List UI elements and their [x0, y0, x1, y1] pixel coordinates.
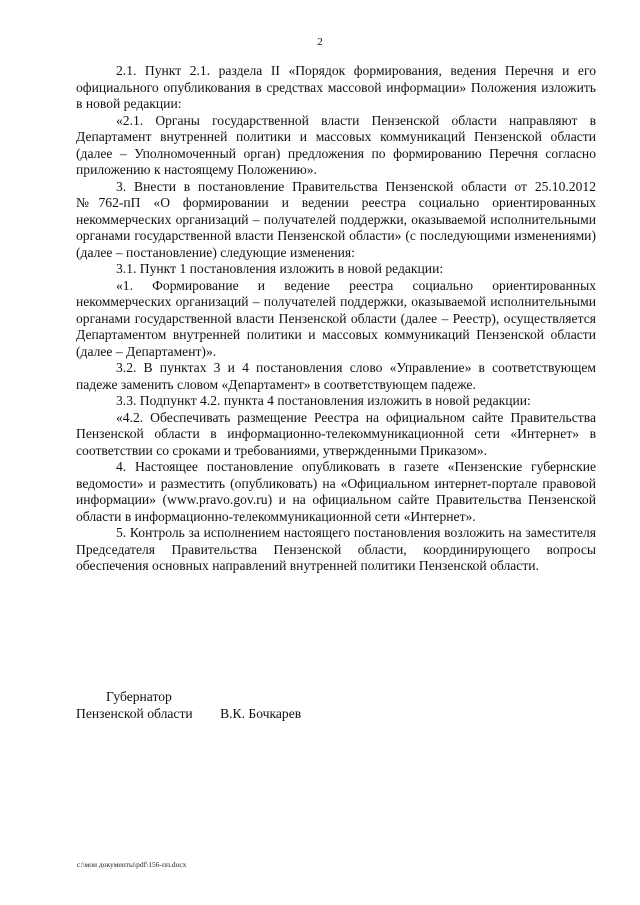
document-body — [76, 63, 596, 575]
paragraph-4: 4. Настоящее постановление опубликовать в газете «Пензенские губернские ведомости» и разместить (опубликовать) на «Официальном интернет-портале правовой информации» (www.pravo.gov.ru) и на официальном сайте Правительства Пензенской области в информационно-телекоммуникационной сети «Интернет». — [76, 459, 596, 524]
paragraph-3-1-quote: «1. Формирование и ведение реестра социально ориентированных некоммерческих организаций – получателей поддержки, оказываемой исполнительными органами государственной власти Пензенской области (далее – Реестр), осуществляется Департаментом внутренней политики и массовых коммуникаций Пензенской области (далее – Департамент)». — [76, 277, 596, 359]
paragraph-3-3: 3.3. Подпункт 4.2. пункта 4 постановления изложить в новой редакции: — [116, 393, 531, 408]
paragraph-2-1-quote: «2.1. Органы государственной власти Пензенской области направляют в Департамент внутренней политики и массовых коммуникаций Пензенской области (далее – Уполномоченный орган) предложения по формированию Перечня согласно приложению к настоящему Положению». — [76, 112, 596, 177]
signatory-region: Пензенской области — [76, 706, 193, 721]
signatory-row — [76, 705, 476, 722]
signatory-title: Губернатор — [106, 689, 172, 704]
paragraph-3-2: 3.2. В пунктах 3 и 4 постановления слово «Управление» в соответствующем падеже заменить словом «Департамент» в соответствующем падеже. — [76, 360, 596, 392]
signatory-name: В.К. Бочкарев — [220, 706, 302, 721]
paragraph-5: 5. Контроль за исполнением настоящего постановления возложить на заместителя Председателя Правительства Пензенской области, координирующего вопросы обеспечения основных направлений внутренней политики Пензенской области. — [76, 525, 596, 573]
file-path-footer: c:\мои документы\pdf\156-пп.docx — [77, 860, 187, 869]
paragraph-3: 3. Внести в постановление Правительства Пензенской области от 25.10.2012 №762-пП «О формировании и ведении реестра социально ориентированных некоммерческих организаций – получателей поддержки, оказываемой исполнительными органами государственной власти Пензенской области» (с последующими изменениями) (далее – постановление) следующие изменения: — [76, 178, 596, 260]
signature-block — [76, 688, 476, 722]
paragraph-2-1: 2.1. Пункт 2.1. раздела II «Порядок формирования, ведения Перечня и его официального опубликования в средствах массовой информации» Положения изложить в новой редакции: — [76, 63, 596, 111]
page-number: 2 — [317, 36, 323, 48]
paragraph-3-1: 3.1. Пункт 1 постановления изложить в новой редакции: — [116, 261, 444, 276]
paragraph-3-3-quote: «4.2. Обеспечивать размещение Реестра на официальном сайте Правительства Пензенской области в информационно-телекоммуникационной сети «Интернет» в соответствии со сроками и требованиями, утвержденными Приказом». — [76, 409, 596, 458]
